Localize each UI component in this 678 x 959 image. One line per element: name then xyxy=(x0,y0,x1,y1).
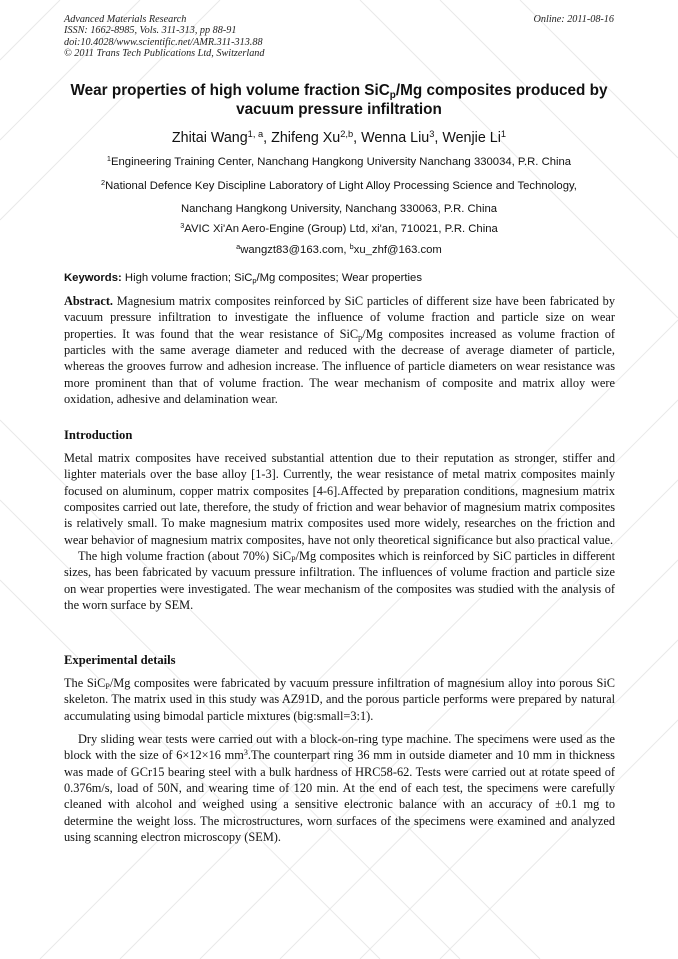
author-list: Zhitai Wang$^{1, a}$, Zhifeng Xu$^{2,b}$, Wenna Liu$^3$, Wenjie Li$^1$ xyxy=(171,129,507,146)
exp-text: Dry sliding wear tests were carried out with a block-on-ring type machine. The specimens were used as the block with the size of 6×12×16 mm xyxy=(64,732,615,763)
introduction-heading: Introduction xyxy=(64,428,133,442)
email-sup: a xyxy=(236,242,241,252)
keywords-text: High volume fraction; SiC xyxy=(121,272,253,284)
affiliation-2 xyxy=(40,179,638,193)
exp-superscript: 3 xyxy=(243,748,248,758)
aff-sup: 3 xyxy=(180,221,185,231)
keywords-label: Keywords: xyxy=(64,272,122,284)
intro-paragraph-2 xyxy=(64,548,615,613)
title-subscript: p xyxy=(389,89,396,101)
introduction-body xyxy=(64,450,615,613)
author-name: Zhitai Wang xyxy=(171,130,248,146)
keywords-line xyxy=(64,271,616,285)
affiliation-2-line2: Nanchang Hangkong University, Nanchang 330063, P.R. China xyxy=(180,203,498,215)
exp-text: /Mg composites were fabricated by vacuum pressure infiltration of magnesium alloy into porous SiC skeleton. The matrix used in this study was AZ91D, and the porous particle performs were prepared by natural accumulating using bimodal particle mixtures (big:small=3:1). xyxy=(64,676,615,723)
journal-header xyxy=(64,14,444,60)
intro-subscript: P xyxy=(291,555,296,565)
author-sup: 1, a xyxy=(247,129,264,140)
intro-text: The high volume fraction (about 70%) SiC xyxy=(78,549,292,564)
email-sup: b xyxy=(349,242,354,252)
issn-line: ISSN: 1662-8985, Vols. 311-313, pp 88-91 xyxy=(64,25,237,37)
paper-title xyxy=(64,81,614,119)
exp-text: The SiC xyxy=(64,676,106,690)
experimental-body xyxy=(64,675,615,845)
exp-paragraph-2 xyxy=(64,731,615,845)
author-emails xyxy=(40,243,638,257)
journal-name: Advanced Materials Research xyxy=(64,14,187,25)
title-text-1: Wear properties of high volume fraction SiC xyxy=(70,82,390,99)
exp-paragraph-1 xyxy=(64,675,615,724)
intro-text: /Mg composites which is reinforced by SiC particles in different sizes, has been fabricated by vacuum pressure infiltration. The influences of volume fraction and particle size on wear properties were investigated. The wear mechanism of the composites was studied with the analysis of the worn surface by SEM. xyxy=(64,549,615,613)
online-date: Online: 2011-08-16 xyxy=(533,14,614,25)
aff-text: Engineering Training Center, Nanchang Hangkong University Nanchang 330034, P.R. China xyxy=(110,156,572,168)
email-text: xu_zhf@163.com xyxy=(353,244,442,256)
affiliation-3 xyxy=(40,222,638,236)
exp-subscript: P xyxy=(105,682,110,692)
author-name: Wenna Liu xyxy=(361,130,430,146)
aff-text: AVIC Xi'An Aero-Engine (Group) Ltd, xi'an, 710021, P.R. China xyxy=(184,223,498,235)
author-name: Wenjie Li xyxy=(442,130,501,146)
author-sup: 1 xyxy=(500,129,507,140)
experimental-heading: Experimental details xyxy=(64,653,176,667)
intro-paragraph-1: Metal matrix composites have received substantial attention due to their reputation as stronger, stiffer and lighter materials over the base alloy [1-3]. Currently, the wear resistance of metal matrix composites mainly focused on aluminum, copper matrix composites [4-6].Affected by preparation conditions, magnesium matrix composites carried out late, therefore, the study of friction and wear behavior of magnesium matrix composites is relatively small. To make magnesium matrix composites used more widely, researches on the friction and wear behavior of magnesium matrix composites, have not only theoretical significance but also practical value. xyxy=(64,451,615,547)
aff-sup: 1 xyxy=(106,154,111,164)
abstract-subscript: p xyxy=(358,332,363,342)
aff-text: National Defence Key Discipline Laboratory of Light Alloy Processing Science and Technology, xyxy=(105,180,577,192)
author-sup: 3 xyxy=(429,129,435,140)
author-sup: 2,b xyxy=(340,129,354,140)
abstract-label: Abstract. xyxy=(64,294,114,308)
exp-text: .The counterpart ring 36 mm in outside diameter and 10 mm in thickness was made of GCr15 bearing steel with a bulk hardness of HRC58-62. Tests were carried out at rotate speed of 0.376m/s, load of 50N, and wearing time of 120 min. At the end of each test, the specimens were carefully cleaned with alcohol and weighed using a sensitive electronic balance with an accuracy of ±0.1 mg to determine the weight loss. The microstructures, worn surfaces of the specimens were examined and analyzed using scanning electron microscopy (SEM). xyxy=(64,748,615,845)
abstract-text: /Mg composites increased as volume fraction of particles with the same average diameter and reduced with the decrease of average diameter of particle, whereas the grooves furrow and adhesion increase. The influence of particle diameters on wear resistance was more prominent than that of volume fraction. The wear mechanism of composite and matrix alloy were oxidation, adhesive and delamination wear. xyxy=(64,326,615,407)
title-text-2: /Mg composites produced by vacuum pressure infiltration xyxy=(236,82,608,118)
email-text: wangzt83@163.com, xyxy=(240,244,350,256)
keywords-subscript: p xyxy=(252,276,257,286)
copyright-line: © 2011 Trans Tech Publications Ltd, Switzerland xyxy=(64,48,265,60)
keywords-text: /Mg composites; Wear properties xyxy=(256,272,422,284)
author-name: Zhifeng Xu xyxy=(271,130,341,146)
affiliation-1 xyxy=(40,155,638,169)
abstract-text: Magnesium matrix composites reinforced by SiC particles of different size have been fabricated by vacuum pressure infiltration to investigate the influence of volume fraction and particle size on wear properties. It was found that the wear resistance of SiC xyxy=(64,294,615,341)
doi-line: doi:10.4028/www.scientific.net/AMR.311-313.88 xyxy=(64,36,263,48)
abstract-paragraph xyxy=(64,293,615,407)
aff-sup: 2 xyxy=(101,178,106,188)
